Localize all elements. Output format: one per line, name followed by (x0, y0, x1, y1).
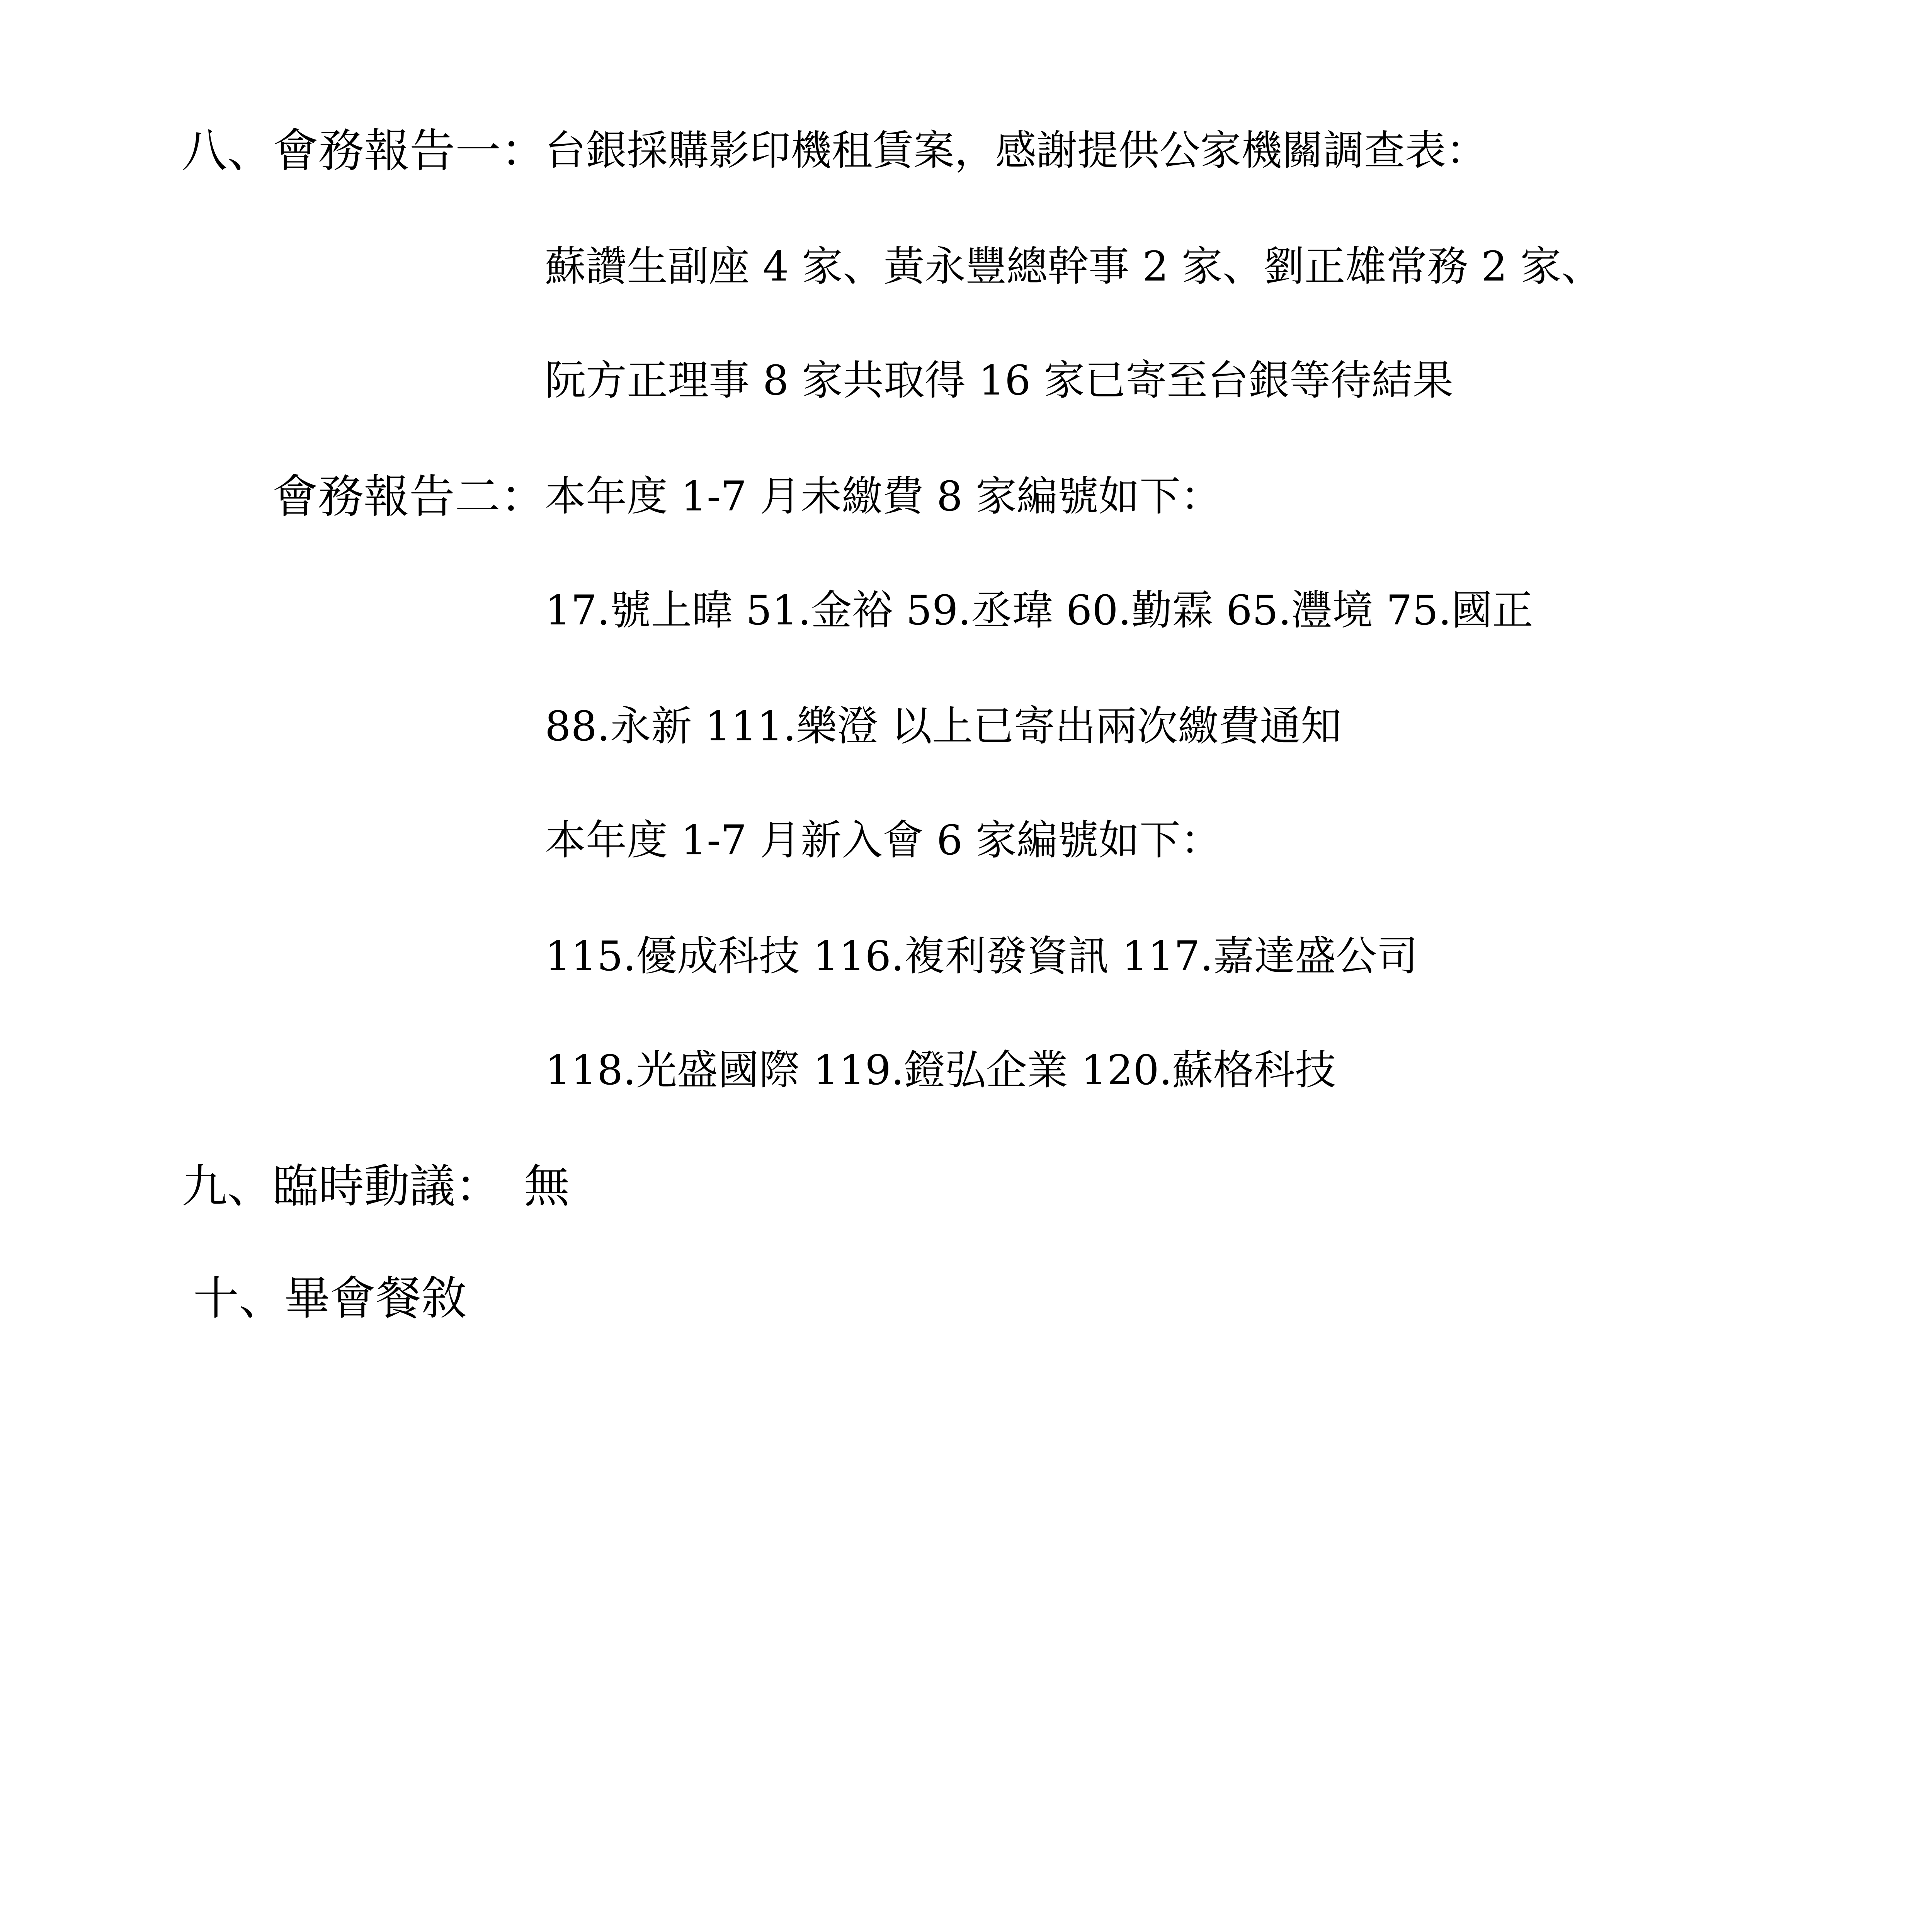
section-9 (182, 1159, 570, 1213)
report-2-line-6: 118.光盛國際 119.鐙弘企業 120.蘇格科技 (545, 1046, 1336, 1094)
section-8-label (182, 124, 546, 178)
section-8-line-1: 台銀採購影印機租賃案，感謝提供公家機關調查表： (545, 127, 1487, 174)
report-2-line-1: 本年度 1-7 月未繳費 8 家編號如下： (545, 473, 1221, 520)
section-8-line-3: 阮方正理事 8 家共取得 16 家已寄至台銀等待結果 (545, 357, 1454, 404)
section-8-line-2: 蘇讚生副座 4 家、黃永豐總幹事 2 家、劉正雄常務 2 家、 (545, 243, 1602, 290)
section-8-label-text: 八、會務報告一： (182, 124, 547, 177)
report-2-label: 會務報告二： (272, 470, 546, 523)
section-9-label: 九、臨時動議： (182, 1160, 501, 1213)
report-2-line-2: 17.號上暐 51.金裕 59.丞瑋 60.勤霖 65.灃境 75.國正 (545, 587, 1533, 634)
report-2-line-5: 115.優成科技 116.複利發資訊 117.嘉達盛公司 (545, 932, 1418, 980)
section-9-value: 無 (524, 1160, 570, 1213)
report-2-line-3: 88.永新 111.樂澄 以上已寄出兩次繳費通知 (545, 702, 1342, 750)
report-2-line-4: 本年度 1-7 月新入會 6 家編號如下： (545, 816, 1221, 864)
section-10-label: 十、畢會餐敘 (193, 1272, 467, 1325)
